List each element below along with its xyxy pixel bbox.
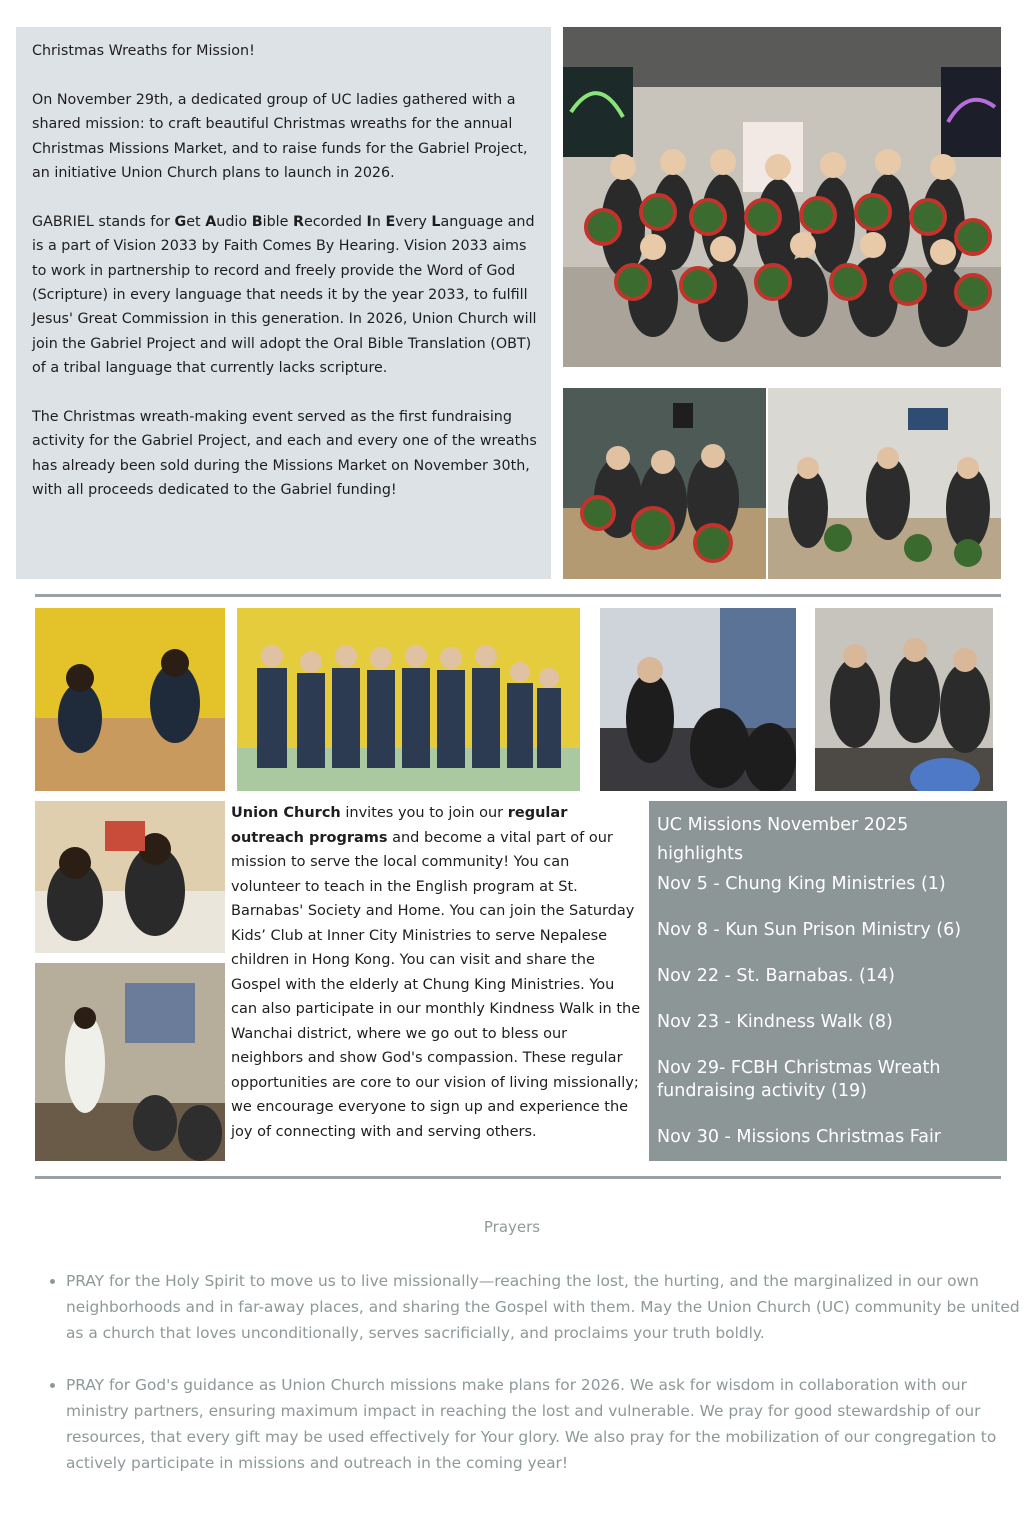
prayers-list: [44, 1268, 1024, 1502]
highlights-panel: [649, 801, 1007, 1161]
highlight-item: Nov 23 - Kindness Walk (8): [657, 1012, 893, 1032]
english-class-photo: [35, 801, 225, 953]
acronym-e: E: [385, 213, 396, 230]
prison-ministry-photo: [600, 608, 796, 791]
acronym-l: L: [431, 213, 441, 230]
kids-writing-photo: [35, 608, 225, 791]
gabriel-suffix: and is a part of Vision 2033 by Faith Comes By Hearing. Vision 2033 aims to work in partnership to record and freely provide the Word of God (Scripture) in every language that needs it by the year 2033, to fulfill Jesus' Great Commission in this generation. In 2026, Union Church will join the Gabriel Project and will adopt the Oral Bible Translation (OBT) of a tribal language that currently lacks scripture.: [32, 213, 537, 377]
acronym-a: A: [205, 213, 217, 230]
outreach-paragraph: [231, 801, 641, 1144]
acronym-g: G: [174, 213, 187, 230]
prayers-heading: Prayers: [483, 1218, 541, 1236]
highlight-item: Nov 22 - St. Barnabas. (14): [657, 966, 895, 986]
acronym-b: B: [251, 213, 263, 230]
prayer-item: • PRAY for the Holy Spirit to move us to live missionally—reaching the lost, the hurting, and the marginalized in our own neighborhoods and in far-away places, and sharing the Gospel with them. May the Union Church (UC) community be united as a church that loves unconditionally, serves sacrificially, and proclaims your truth boldly.: [66, 1268, 1024, 1346]
highlight-item: Nov 5 - Chung King Ministries (1): [657, 874, 946, 894]
acronym-g-rest: et: [186, 213, 206, 230]
acronym-b-rest: ible: [262, 213, 293, 230]
elderly-ministry-photo: [35, 963, 225, 1161]
outreach-text-2: and become a vital part of our mission to serve the local community! You can volunteer to teach in the English program at St. Barnabas' Society and Home. You can join the Saturday Kids’ Club at Inner City Ministries to serve Nepalese children in Hong Kong. You can visit and share the Gospel with the elderly at Chung King Ministries. You can also participate in our monthly Kindness Walk in the Wanchai district, where we go out to bless our neighbors and show God's compassion. These regular opportunities are core to our vision of living missionally; we encourage everyone to sign up and experience the joy of connecting with and serving others.: [231, 829, 641, 1140]
acronym-i-rest: n: [371, 213, 386, 230]
gabriel-prefix: GABRIEL stands for: [32, 213, 175, 230]
outreach-org-name: Union Church: [231, 805, 341, 821]
acronym-l-rest: anguage: [440, 213, 504, 230]
article-paragraph-2: [32, 210, 539, 381]
intro-article: [16, 27, 551, 579]
acronym-e-rest: very: [395, 213, 432, 230]
outreach-text-1: invites you to join our: [340, 805, 508, 821]
outreach-programs-bold: regular outreach programs: [231, 805, 568, 846]
article-paragraph-3: The Christmas wreath-making event served as the first fundraising activity for the Gabriel Project, and each and every one of the wreaths has already been sold during the Missions Market on November 30th, with all proceeds dedicated to the Gabriel funding!: [32, 409, 537, 499]
wreath-making-photo-left: [563, 388, 766, 579]
kindness-walk-photo: [815, 608, 993, 791]
acronym-i: I: [366, 213, 372, 230]
volunteers-group-photo: [237, 608, 580, 791]
acronym-a-rest: udio: [216, 213, 252, 230]
highlight-item: Nov 30 - Missions Christmas Fair: [657, 1127, 941, 1147]
wreath-making-photo-right: [768, 388, 1001, 579]
article-paragraph-1: On November 29th, a dedicated group of UC ladies gathered with a shared mission: to craft beautiful Christmas wreaths for the annual Christmas Missions Market, and to raise funds for the Gabriel Project, an initiative Union Church plans to launch in 2026.: [32, 91, 528, 182]
article-title: Christmas Wreaths for Mission!: [32, 43, 255, 59]
prayer-item: • PRAY for God's guidance as Union Church missions make plans for 2026. We ask for wisdom in collaboration with our ministry partners, ensuring maximum impact in reaching the lost and vulnerable. We pray for good stewardship of our resources, that every gift may be used effectively for Your glory. We also pray for the mobilization of our congregation to actively participate in missions and outreach in the coming year!: [66, 1372, 1024, 1476]
section-divider-top: [35, 594, 1001, 597]
section-divider-bottom: [35, 1176, 1001, 1179]
group-wreath-photo: [563, 27, 1001, 367]
highlight-item: Nov 29- FCBH Christmas Wreath fundraising activity (19): [657, 1058, 941, 1101]
acronym-r: R: [292, 213, 304, 230]
highlight-item: Nov 8 - Kun Sun Prison Ministry (6): [657, 920, 962, 940]
highlights-title: UC Missions November 2025 highlights: [657, 815, 909, 864]
acronym-r-rest: ecorded: [304, 213, 367, 230]
